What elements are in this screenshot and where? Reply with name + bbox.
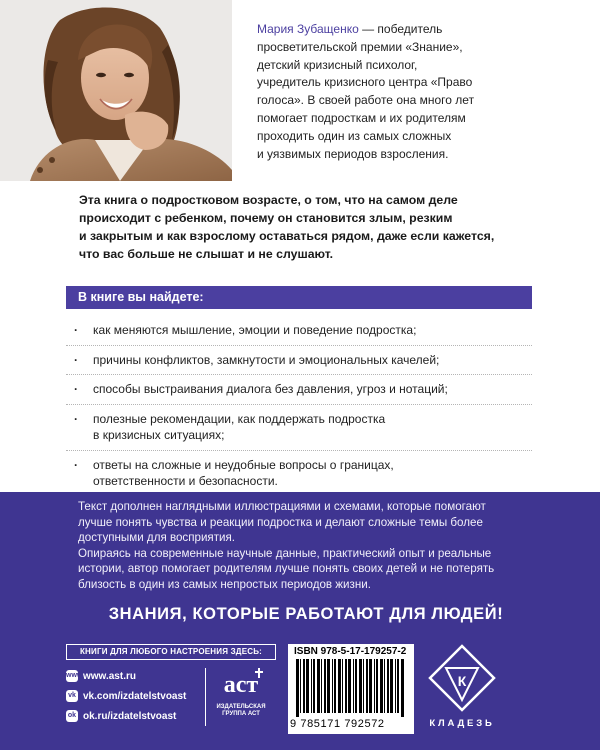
author-portrait-illustration xyxy=(0,0,232,181)
author-bio-line: проходить один из самых сложных xyxy=(257,128,452,143)
barcode-bar xyxy=(359,659,362,713)
barcode-bar xyxy=(390,659,393,713)
brand-name: КЛАДЕЗЬ xyxy=(429,718,495,729)
barcode-bar xyxy=(296,659,299,717)
barcode-bar xyxy=(397,659,399,713)
vk-icon: vk xyxy=(66,690,78,702)
book-intro xyxy=(79,191,519,263)
author-bio xyxy=(257,21,587,163)
panel-description xyxy=(78,499,528,593)
ad-links xyxy=(66,666,206,726)
barcode-bar xyxy=(366,659,368,713)
list-item: · способы выстраивания диалога без давления, угроз и нотаций; xyxy=(66,375,532,405)
list-item: · как меняются мышление, эмоции и поведение подростка; xyxy=(66,316,532,346)
barcode-bar xyxy=(380,659,383,713)
ast-logo-text: аст xyxy=(223,672,259,698)
ast-publisher-logo xyxy=(211,664,271,726)
slogan: ЗНАНИЯ, КОТОРЫЕ РАБОТАЮТ ДЛЯ ЛЮДЕЙ! xyxy=(108,605,504,623)
barcode-bar xyxy=(395,659,396,713)
barcode xyxy=(288,644,414,734)
list-item: · полезные рекомендации, как поддержать подростка в кризисных ситуациях; xyxy=(66,405,532,451)
ad-divider xyxy=(205,668,206,726)
author-bio-line: и уязвимых периодов взросления. xyxy=(257,146,449,161)
panel-paragraph: Текст дополнен наглядными иллюстрациями и схемами, которые помогают лучше понять чувства и реакции подростка и делают сложные темы более доступными для восприятия. xyxy=(78,500,486,545)
barcode-bar xyxy=(327,659,330,713)
barcode-bar xyxy=(384,659,385,713)
barcode-bar xyxy=(321,659,322,713)
diamond-logo-icon xyxy=(426,642,498,714)
vk-link[interactable]: vk vk.com/izdatelstvoast xyxy=(66,686,206,706)
barcode-bars-icon xyxy=(296,659,406,717)
publisher-caption: ИЗДАТЕЛЬСКАЯ ГРУППА АСТ xyxy=(216,704,266,717)
ok-link[interactable]: ok ok.ru/izdatelstvoast xyxy=(67,710,177,722)
website-link[interactable]: www www.ast.ru xyxy=(66,670,136,682)
bullet-icon: · xyxy=(74,457,78,472)
find-section-header: В книге вы найдете: xyxy=(66,286,532,309)
barcode-bar xyxy=(334,659,336,713)
barcode-bar xyxy=(332,659,333,713)
author-bio-line: просветительской премии «Знание», xyxy=(257,39,463,54)
bullet-icon: · xyxy=(74,382,78,396)
intro-line: что вас больше не слышат и не слушают. xyxy=(79,247,334,261)
publisher-ad-box xyxy=(66,644,276,732)
barcode-bar xyxy=(401,659,404,717)
barcode-bar xyxy=(374,659,375,713)
barcode-bar xyxy=(355,659,357,713)
find-list xyxy=(66,316,532,496)
barcode-bar xyxy=(303,659,305,713)
barcode-digits: 9 785171 792572 xyxy=(290,718,385,730)
barcode-bar xyxy=(363,659,364,713)
barcode-bar xyxy=(313,659,315,713)
barcode-bar xyxy=(306,659,309,713)
isbn-number: ISBN 978-5-17-179257-2 xyxy=(294,646,407,657)
author-bio-line: Мария Зубащенко — победитель xyxy=(257,22,443,36)
barcode-bar xyxy=(345,659,347,713)
ad-label: КНИГИ ДЛЯ ЛЮБОГО НАСТРОЕНИЯ ЗДЕСЬ: xyxy=(66,644,276,660)
barcode-bar xyxy=(300,659,301,713)
barcode-bar xyxy=(376,659,378,713)
author-photo xyxy=(0,0,232,181)
panel-paragraph: Опираясь на современные научные данные, практический опыт и реальные истории, автор помогает родителям лучше понять своих детей и не потерять близость в один из самых непростых периодов жизни. xyxy=(78,546,495,591)
bullet-icon: · xyxy=(74,352,78,367)
barcode-bar xyxy=(317,659,320,713)
barcode-bar xyxy=(342,659,343,713)
barcode-bar xyxy=(348,659,351,713)
ast-logo-icon xyxy=(211,664,271,704)
kladez-logo xyxy=(426,642,498,714)
author-bio-line: голоса». В своей работе она много лет xyxy=(257,93,475,108)
intro-line: и закрытым и как взрослому оставаться рядом, даже если кажется, xyxy=(79,229,495,243)
author-name: Мария Зубащенко xyxy=(257,22,359,36)
logo-letter: К xyxy=(457,673,467,689)
barcode-bar xyxy=(324,659,326,713)
list-item: · причины конфликтов, замкнутости и эмоциональных качелей; xyxy=(66,346,532,376)
list-item: · ответы на сложные и неудобные вопросы о границах, ответственности и безопасности. xyxy=(66,451,532,496)
barcode-bar xyxy=(387,659,389,713)
intro-line: происходит с ребенком, почему он становится злым, резким xyxy=(79,211,453,225)
author-bio-line: учредитель кризисного центра «Право xyxy=(257,75,473,90)
purple-panel xyxy=(0,492,600,750)
bullet-icon: · xyxy=(74,323,78,337)
barcode-bar xyxy=(311,659,312,713)
ok-icon: ok xyxy=(66,710,78,722)
www-icon: www xyxy=(66,670,78,682)
barcode-bar xyxy=(338,659,341,713)
barcode-bar xyxy=(369,659,372,713)
author-bio-line: детский кризисный психолог, xyxy=(257,57,418,72)
author-bio-line: помогает подросткам и их родителям xyxy=(257,110,466,125)
barcode-bar xyxy=(353,659,354,713)
intro-line: Эта книга о подростковом возрасте, о том, что на самом деле xyxy=(79,193,458,207)
bullet-icon: · xyxy=(74,411,78,426)
